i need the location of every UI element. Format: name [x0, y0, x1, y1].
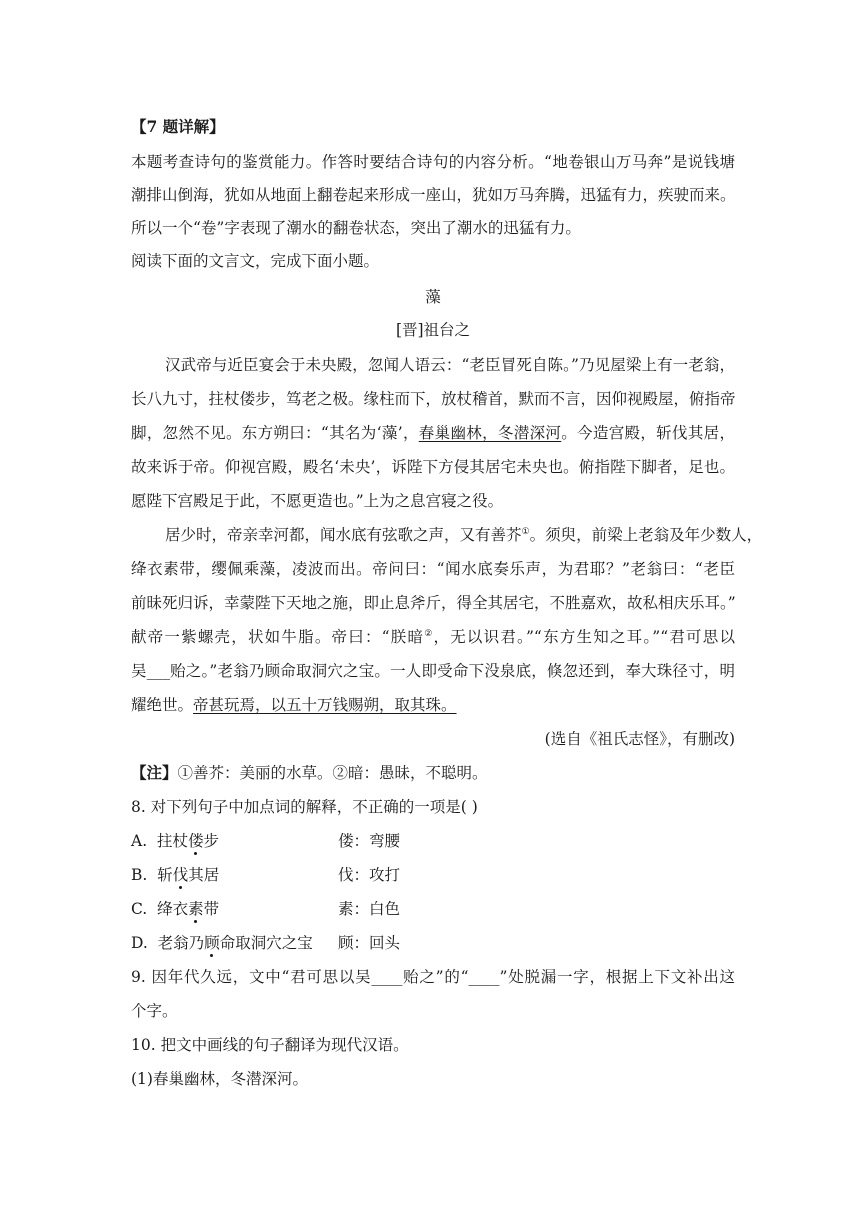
q10-sub-1: (1)春巢幽林，冬潜深河。	[131, 1070, 308, 1088]
q9-line-2: 个字。	[131, 1002, 178, 1020]
q10-stem: 10. 把文中画线的句子翻译为现代汉语。	[131, 1036, 409, 1054]
q8-stem: 8. 对下列句子中加点词的解释，不正确的一项是( )	[131, 798, 478, 816]
underlined-sentence-2: 帝甚玩焉，以五十万钱赐朔，取其珠。	[193, 696, 457, 714]
q8-option-c-gloss: 素：白色	[338, 900, 401, 918]
dotted-word: 偻	[188, 832, 204, 850]
option-text: 拄杖	[156, 832, 188, 850]
p1-line-3	[131, 423, 735, 443]
option-letter: C.	[131, 900, 148, 918]
p2-line-5-text-b: 贻之。”老翁乃顾命取洞穴之宝。一人即受命下没泉底，倏忽还到，奉大珠径寸，明	[169, 662, 735, 680]
option-text: 带	[203, 900, 220, 918]
footnote-marker-1: ①	[521, 526, 530, 537]
p2-line-4-text-a: 献帝一紫螺壳，状如牛脂。帝曰：“朕暗	[131, 628, 425, 646]
option-letter: D.	[131, 934, 148, 952]
p1-line-2: 长八九寸，拄杖偻步，笃老之极。缘柱而下，放杖稽首，默而不言，因仰视殿屋，俯指帝	[131, 390, 736, 408]
option-text: 其居	[188, 866, 220, 884]
q8-option-b-gloss: 伐：攻打	[338, 866, 401, 884]
q9-line-1: 9. 因年代久远，文中“君可思以吴____贻之”的“____”处脱漏一字，根据上下文补出这	[131, 968, 735, 986]
p1-line-5: 愿陛下宫殿足于此，不愿更造也。”上为之息宫寝之役。	[131, 492, 504, 510]
p1-line-4: 故来诉于帝。仰视宫殿，殿名‘未央’，诉陛下方侵其居宅未央也。俯指陛下脚者，足也。	[131, 458, 735, 476]
passage-title: 藻	[425, 288, 441, 306]
notes-text: ①善芥：美丽的水草。②暗：愚昧，不聪明。	[177, 764, 488, 782]
footnote-marker-2: ②	[424, 628, 434, 639]
p2-line-4-text-b: ，无以识君。”“东方生知之耳。”“君可思以	[433, 628, 735, 646]
explain-heading: 【7 题详解】	[131, 117, 225, 136]
option-text: 命取洞穴之宝	[219, 934, 313, 952]
q8-option-d-gloss: 顾：回头	[338, 934, 401, 952]
q8-option-d	[131, 933, 313, 953]
reading-instruction: 阅读下面的文言文，完成下面小题。	[131, 252, 380, 270]
p2-line-5-text-a: 吴	[131, 662, 147, 680]
passage-notes	[131, 763, 735, 783]
passage-source: (选自《祖氏志怪》，有删改)	[544, 730, 735, 748]
option-text: 绛衣	[157, 900, 189, 918]
option-letter: B.	[131, 866, 148, 884]
p1-line-3-text-a: 脚，忽然不见。东方朔曰：“其名为‘藻’，	[131, 424, 419, 442]
p2-line-6-text-a: 耀绝世。	[131, 696, 194, 714]
p2-line-5	[131, 661, 735, 681]
dotted-word: 顾	[204, 934, 220, 952]
explain-line-2: 潮排山倒海，犹如从地面上翻卷起来形成一座山，犹如万马奔腾，迅猛有力，疾驶而来。	[131, 186, 736, 204]
q8-option-a-gloss: 偻：弯腰	[338, 832, 401, 850]
underlined-sentence-1: 春巢幽林，冬潜深河	[418, 424, 562, 442]
p2-line-3: 前昧死归诉，幸蒙陛下天地之施，即止息斧斤，得全其居宅，不胜嘉欢，故私相庆乐耳。”	[131, 594, 736, 612]
passage-author: [晋]祖台之	[395, 321, 471, 339]
p2-line-1-text-b: 。须臾，前梁上老翁及年少数人，	[529, 526, 763, 544]
option-text: 斩	[157, 866, 173, 884]
explain-line-3: 所以一个“卷”字表现了潮水的翻卷状态，突出了潮水的迅猛有力。	[131, 219, 581, 237]
q8-option-c	[131, 899, 219, 919]
option-text: 步	[203, 832, 220, 850]
p2-line-1-text-a: 居少时，帝亲幸河都，闻水底有弦歌之声，又有善芥	[165, 526, 522, 544]
option-text: 老翁乃	[157, 934, 205, 952]
p2-line-2: 绛衣素带，缨佩乘藻，凌波而出。帝问曰：“闻水底奏乐声，为君耶？”老翁曰：“老臣	[131, 560, 735, 578]
p2-line-1	[165, 525, 763, 545]
p1-line-1: 汉武帝与近臣宴会于未央殿，忽闻人语云：“老臣冒死自陈。”乃见屋梁上有一老翁，	[165, 356, 735, 374]
missing-character-blank: ___	[146, 662, 170, 680]
explain-line-1: 本题考查诗句的鉴赏能力。作答时要结合诗句的内容分析。“地卷银山万马奔”是说钱塘	[131, 153, 735, 171]
p2-line-4	[131, 627, 735, 647]
q8-option-a	[131, 831, 219, 851]
p1-line-3-text-b: 。今造宫殿，斩伐其居，	[561, 424, 735, 442]
option-letter: A.	[131, 832, 148, 850]
notes-label: 【注】	[131, 763, 178, 782]
q8-option-b	[131, 865, 219, 885]
p2-line-6	[131, 695, 735, 715]
dotted-word: 伐	[172, 866, 189, 884]
dotted-word: 素	[188, 900, 204, 918]
